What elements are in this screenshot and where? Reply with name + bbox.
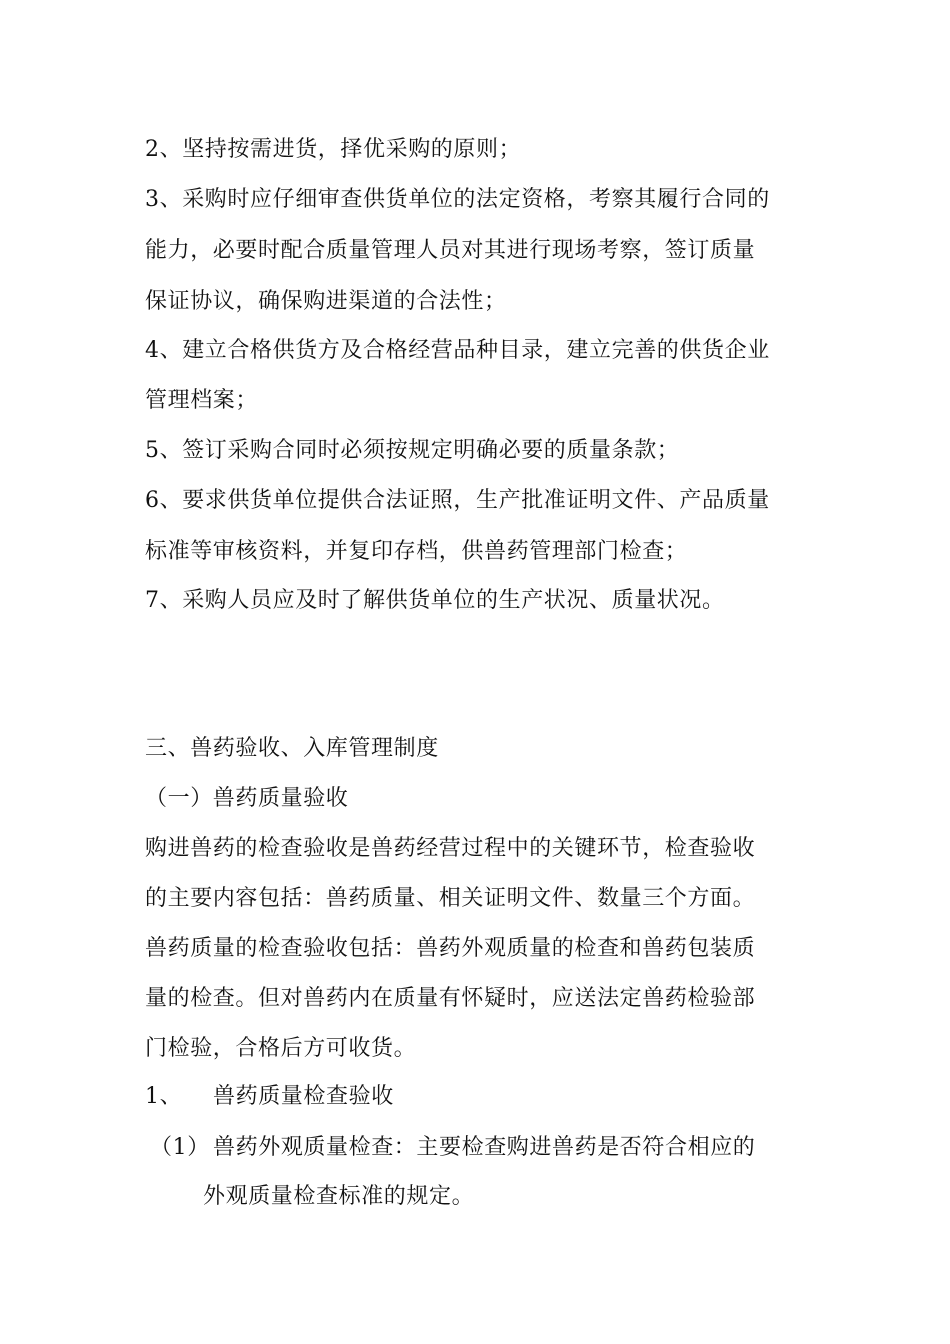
- subsection-heading: （一）兽药质量验收: [145, 786, 349, 811]
- paragraph-line: 2、坚持按需进货，择优采购的原则；: [145, 137, 522, 162]
- list-item-text: 兽药质量检查验收: [213, 1084, 394, 1109]
- paragraph-line: 3、采购时应仔细审查供货单位的法定资格，考察其履行合同的: [145, 187, 770, 212]
- sublist-item-number: （1）: [150, 1135, 210, 1160]
- sublist-item-continuation: 外观质量检查标准的规定。: [203, 1184, 475, 1209]
- paragraph-line: 的主要内容包括：兽药质量、相关证明文件、数量三个方面。: [145, 886, 756, 911]
- paragraph-line: 兽药质量的检查验收包括：兽药外观质量的检查和兽药包装质: [145, 936, 756, 961]
- paragraph-line: 4、建立合格供货方及合格经营品种目录，建立完善的供货企业: [145, 338, 770, 363]
- list-item-number: 1、: [145, 1084, 183, 1109]
- paragraph-line: 6、要求供货单位提供合法证照，生产批准证明文件、产品质量: [145, 488, 770, 513]
- paragraph-line: 5、签订采购合同时必须按规定明确必要的质量条款；: [145, 438, 680, 463]
- section-heading: 三、兽药验收、入库管理制度: [145, 736, 439, 761]
- paragraph-line: 能力，必要时配合质量管理人员对其进行现场考察，签订质量: [145, 238, 756, 263]
- sublist-item-text: 兽药外观质量检查：主要检查购进兽药是否符合相应的: [213, 1135, 756, 1160]
- paragraph-line: 量的检查。但对兽药内在质量有怀疑时，应送法定兽药检验部: [145, 986, 756, 1011]
- paragraph-line: 保证协议，确保购进渠道的合法性；: [145, 289, 507, 314]
- paragraph-line: 门检验，合格后方可收货。: [145, 1036, 417, 1061]
- paragraph-line: 7、采购人员应及时了解供货单位的生产状况、质量状况。: [145, 588, 725, 613]
- paragraph-line: 标准等审核资料，并复印存档，供兽药管理部门检查；: [145, 539, 688, 564]
- paragraph-line: 管理档案；: [145, 388, 259, 413]
- paragraph-line: 购进兽药的检查验收是兽药经营过程中的关键环节，检查验收: [145, 836, 756, 861]
